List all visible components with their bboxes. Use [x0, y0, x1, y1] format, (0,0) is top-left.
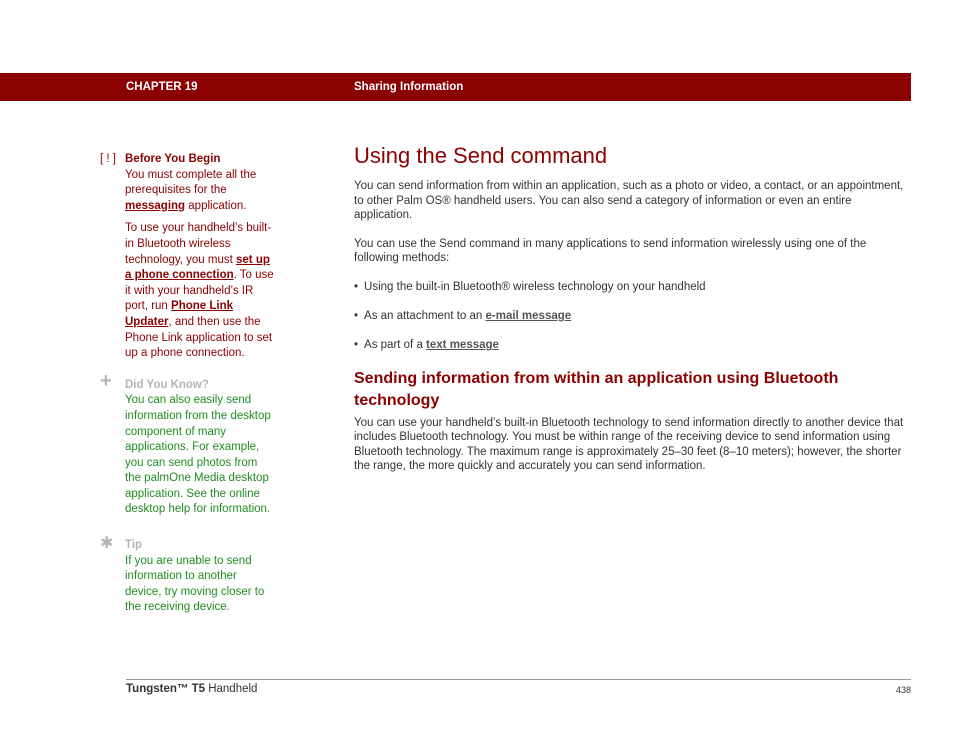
email-message-link[interactable]: e-mail message [485, 310, 572, 323]
tip-title: Tip [125, 539, 143, 552]
sidebar [100, 152, 275, 616]
before-you-begin-title: Before You Begin [125, 153, 221, 165]
bluetooth-paragraph: You can use your handheld’s built-in Bluetooth technology to send information directly to another device that includes Bluetooth technology. You must be within range of the receiving device to send information using Bluetooth technology. The maximum range is approximately 25–30 feet (8–10 meters); however, the shorter the range, the more quickly and accurately you can send information. [354, 416, 904, 473]
chapter-label: CHAPTER 19 [126, 81, 198, 93]
text: To use your handheld’s built-in Bluetooth wireless technology, you must [125, 222, 272, 266]
methods-paragraph: You can use the Send command in many applications to send information wirelessly using one of the following methods: [354, 237, 867, 265]
section-heading: Sending information from within an application using Bluetooth technology [354, 369, 839, 409]
methods-list [354, 280, 910, 353]
text: As an attachment to an [364, 310, 486, 323]
did-you-know-box [100, 369, 275, 518]
list-item [354, 280, 910, 295]
asterisk-icon: ✱ [100, 535, 114, 553]
alert-icon: [ ! ] [100, 153, 116, 165]
before-you-begin-box [100, 152, 275, 362]
phone-link-updater-link[interactable]: Phone Link Updater [125, 300, 234, 328]
did-you-know-body: You can also easily send information from the desktop component of many applications. For example, you can send photos from the palmOne Media desktop application. See the online desktop help for information. [125, 394, 271, 516]
list-item [354, 338, 910, 353]
did-you-know-title: Did You Know? [125, 378, 209, 391]
section-label: Sharing Information [354, 81, 464, 93]
text: . To use it with your handheld’s IR port, run [125, 269, 274, 313]
text: Using the built-in Bluetooth® wireless technology on your handheld [364, 280, 706, 293]
set-up-phone-connection-link[interactable]: set up a phone connection [125, 253, 270, 282]
before-you-begin-p1 [125, 168, 275, 215]
text: , and then use the Phone Link application to set up a phone connection. [125, 315, 273, 360]
before-you-begin-p2 [125, 221, 275, 361]
list-item [354, 309, 910, 324]
plus-icon: + [100, 369, 112, 392]
messaging-link[interactable]: messaging [125, 199, 186, 212]
before-you-begin-body [100, 168, 275, 362]
footer-divider [126, 679, 911, 680]
tip-body: If you are unable to send information to another device, try moving closer to the receiving device. [125, 554, 265, 614]
intro-paragraph: You can send information from within an application, such as a photo or video, a contact, or an appointment, to other Palm OS® handheld users. You can also send a category of information or even an entire application. [354, 180, 904, 222]
text-message-link[interactable]: text message [426, 339, 499, 352]
page-title: Using the Send command [354, 143, 608, 168]
tip-box [100, 535, 275, 616]
page-number: 438 [895, 685, 911, 695]
text: application. [185, 199, 247, 212]
product-name: Tungsten™ T5 [126, 683, 206, 695]
text: As part of a [364, 339, 427, 352]
product-suffix: Handheld [205, 683, 258, 695]
main-content [354, 143, 910, 488]
footer-product [126, 683, 257, 695]
text: You must complete all the prerequisites for the [125, 168, 257, 197]
